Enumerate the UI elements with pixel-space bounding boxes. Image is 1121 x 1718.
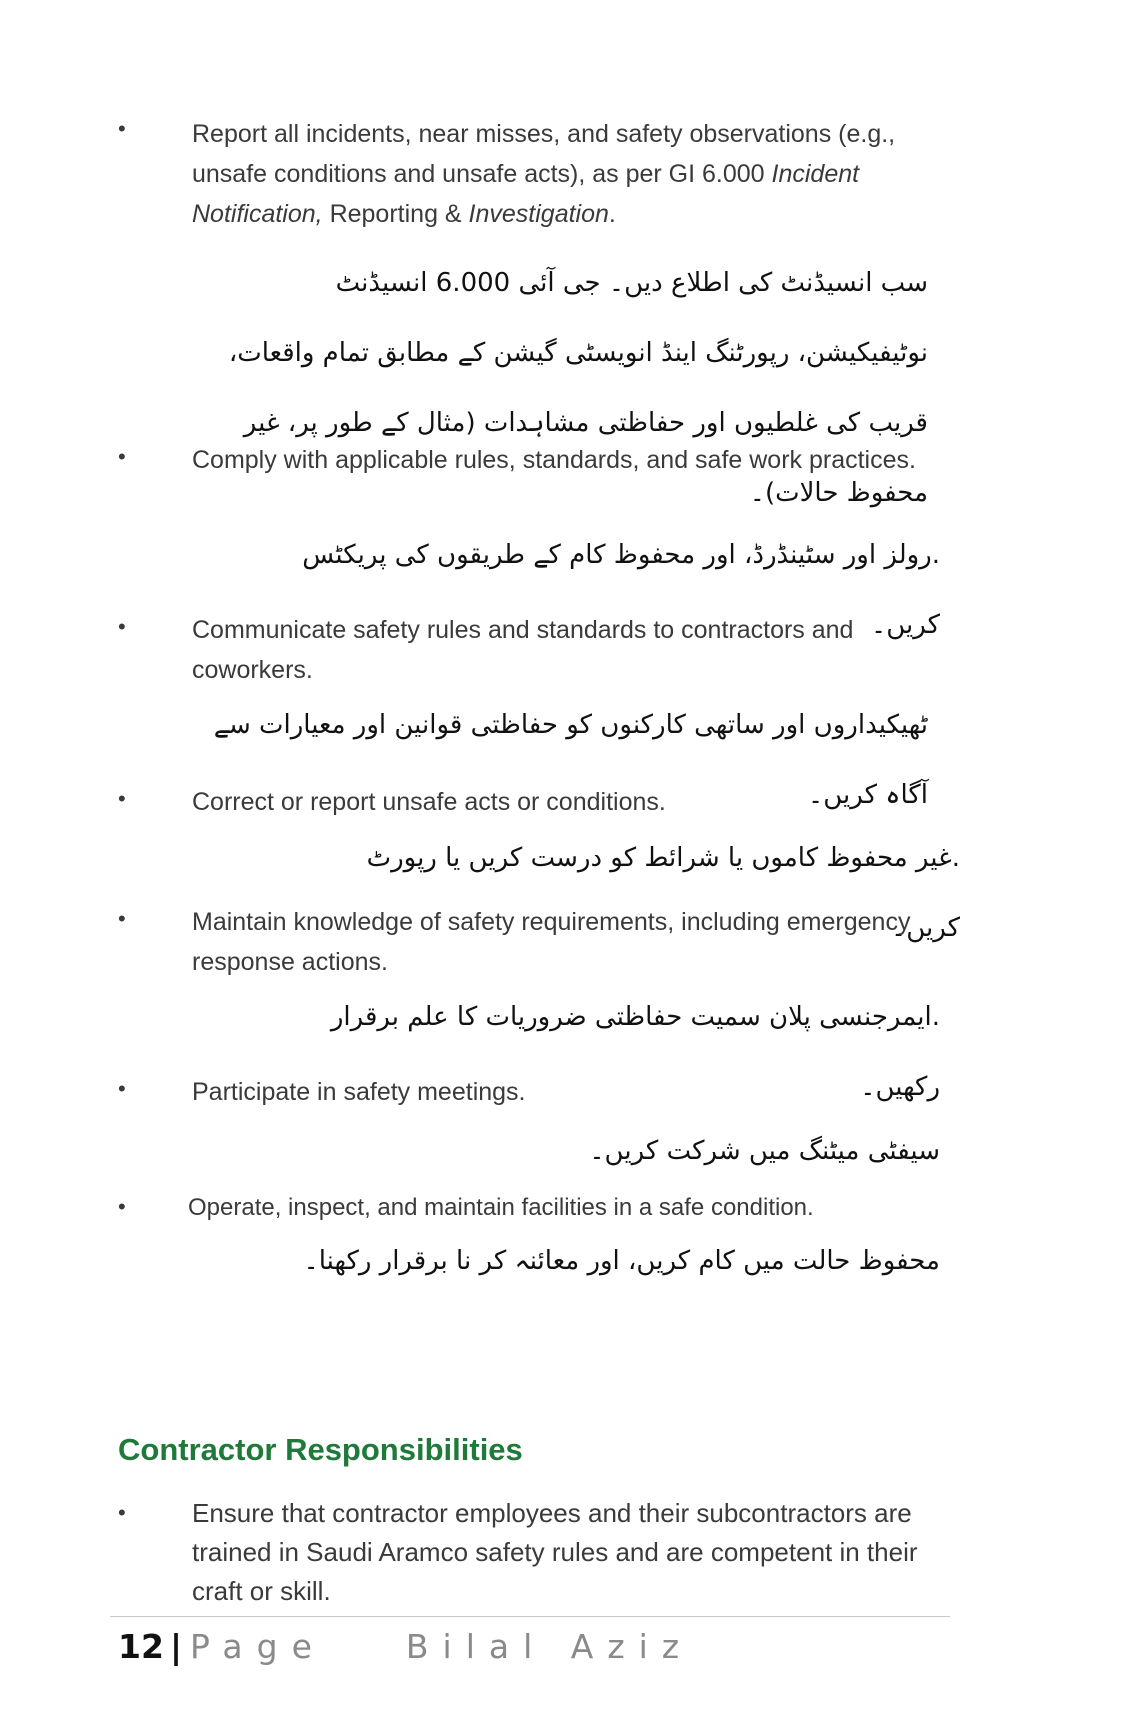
- item-urdu: .ایمرجنسی پلان سمیت حفاظتی ضروریات کا علم برقرار رکھیں۔: [330, 1002, 940, 1102]
- item-english: Ensure that contractor employees and their subcontractors are trained in Saudi Aramco safety rules and are competent in their craft or skill.: [192, 1498, 918, 1606]
- section-heading: Contractor Responsibilities: [118, 1432, 523, 1467]
- bullet: •: [118, 1076, 126, 1101]
- item-english: Report all incidents, near misses, and safety observations (e.g., unsafe conditions and unsafe acts), as per GI 6.000 Incident Notification, Reporting & Investigation.: [192, 120, 896, 228]
- page-footer: [118, 1624, 693, 1670]
- footer-divider: [110, 1616, 950, 1617]
- bullet: •: [118, 1194, 126, 1219]
- item-english: Correct or report unsafe acts or conditions.: [192, 788, 666, 816]
- item-english: Comply with applicable rules, standards, and safe work practices.: [192, 446, 916, 474]
- item-english: Operate, inspect, and maintain facilities in a safe condition.: [188, 1194, 814, 1221]
- item-urdu: سب انسیڈنٹ کی اطلاع دیں۔ جی آئی 6.000 انسیڈنٹ نوٹیفیکیشن، رپورٹنگ اینڈ انویسٹی گیشن کے مطابق تمام واقعات، قریب کی غلطیوں اور حفاظتی مشاہدات (مثال کے طور پر، غیر محفوظ حالات)۔: [228, 268, 928, 508]
- item-urdu: محفوظ حالت میں کام کریں، اور معائنہ کر نا برقرار رکھنا۔: [303, 1246, 940, 1276]
- item-urdu: سیفٹی میٹنگ میں شرکت کریں۔: [589, 1136, 940, 1166]
- author-name: Bilal Aziz: [405, 1627, 694, 1666]
- bullet: •: [118, 786, 126, 811]
- item-urdu: .غیر محفوظ کاموں یا شرائط کو درست کریں یا رپورٹ کریں۔: [366, 843, 960, 943]
- footer-separator: |: [169, 1627, 182, 1666]
- page-label: Page: [190, 1627, 326, 1666]
- item-english: Maintain knowledge of safety requirements, including emergency response actions.: [192, 908, 911, 976]
- item-urdu: .رولز اور سٹینڈرڈ، اور محفوظ کام کے طریقوں کی پریکٹس کریں۔: [302, 540, 940, 640]
- bullet: •: [118, 906, 126, 931]
- bullet: •: [118, 116, 126, 141]
- item-english: Participate in safety meetings.: [192, 1078, 526, 1106]
- item-urdu: ٹھیکیداروں اور ساتھی کارکنوں کو حفاظتی قوانین اور معیارات سے آگاہ کریں۔: [213, 710, 928, 810]
- bullet: •: [118, 444, 126, 469]
- item-english: Communicate safety rules and standards to contractors and coworkers.: [192, 616, 854, 684]
- page-number: 12: [118, 1627, 164, 1666]
- bullet: •: [118, 1500, 126, 1525]
- bullet: •: [118, 614, 126, 639]
